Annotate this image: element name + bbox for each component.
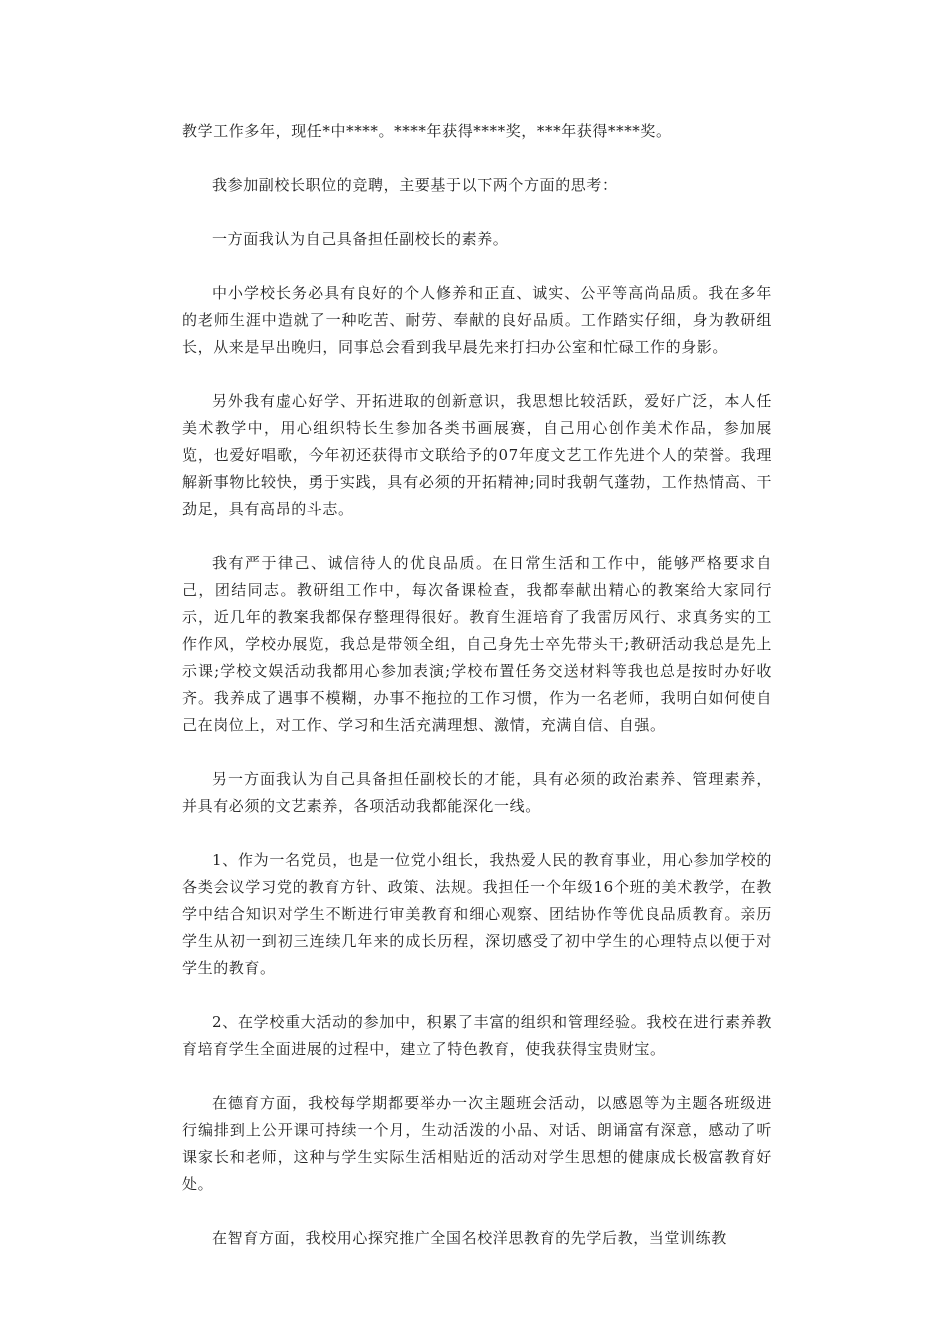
paragraph: 我参加副校长职位的竞聘，主要基于以下两个方面的思考：	[212, 176, 618, 194]
document-body	[182, 118, 772, 1279]
paragraph: 教学工作多年，现任*中****。****年获得****奖，***年获得****奖。	[182, 122, 672, 140]
paragraph: 在智育方面，我校用心探究推广全国名校洋思教育的先学后教，当堂训练教	[212, 1229, 727, 1247]
paragraph: 2、在学校重大活动的参加中，积累了丰富的组织和管理经验。我校在进行素养教育培育学生全面进展的过程中，建立了特色教育，使我获得宝贵财宝。	[182, 1013, 772, 1058]
paragraph: 另一方面我认为自己具备担任副校长的才能，具有必须的政治素养、管理素养，并具有必须的文艺素养，各项活动我都能深化一线。	[182, 770, 772, 815]
paragraph: 中小学校长务必具有良好的个人修养和正直、诚实、公平等高尚品质。我在多年的老师生涯中造就了一种吃苦、耐劳、奉献的良好品质。工作踏实仔细，身为教研组长，从来是早出晚归，同事总会看到我早晨先来打扫办公室和忙碌工作的身影。	[182, 284, 772, 356]
paragraph: 在德育方面，我校每学期都要举办一次主题班会活动，以感恩等为主题各班级进行编排到上公开课可持续一个月，生动活泼的小品、对话、朗诵富有深意，感动了听课家长和老师，这种与学生实际生活相贴近的活动对学生思想的健康成长极富教育好处。	[182, 1094, 772, 1193]
paragraph: 一方面我认为自己具备担任副校长的素养。	[212, 230, 509, 248]
paragraph: 1、作为一名党员，也是一位党小组长，我热爱人民的教育事业，用心参加学校的各类会议学习党的教育方针、政策、法规。我担任一个年级16个班的美术教学，在教学中结合知识对学生不断进行审美教育和细心观察、团结协作等优良品质教育。亲历学生从初一到初三连续几年来的成长历程，深切感受了初中学生的心理特点以便于对学生的教育。	[182, 851, 772, 977]
paragraph: 我有严于律己、诚信待人的优良品质。在日常生活和工作中，能够严格要求自己，团结同志。教研组工作中，每次备课检查，我都奉献出精心的教案给大家同行示，近几年的教案我都保存整理得很好。教育生涯培育了我雷厉风行、求真务实的工作作风，学校办展览，我总是带领全组，自己身先士卒先带头干;教研活动我总是先上示课;学校文娱活动我都用心参加表演;学校布置任务交送材料等我也总是按时办好收齐。我养成了遇事不模糊，办事不拖拉的工作习惯，作为一名老师，我明白如何使自己在岗位上，对工作、学习和生活充满理想、激情，充满自信、自强。	[182, 554, 772, 734]
paragraph: 另外我有虚心好学、开拓进取的创新意识，我思想比较活跃，爱好广泛，本人任美术教学中，用心组织特长生参加各类书画展赛，自己用心创作美术作品，参加展览，也爱好唱歌，今年初还获得市文联给予的07年度文艺工作先进个人的荣誉。我理解新事物比较快，勇于实践，具有必须的开拓精神;同时我朝气蓬勃，工作热情高、干劲足，具有高昂的斗志。	[182, 392, 772, 518]
